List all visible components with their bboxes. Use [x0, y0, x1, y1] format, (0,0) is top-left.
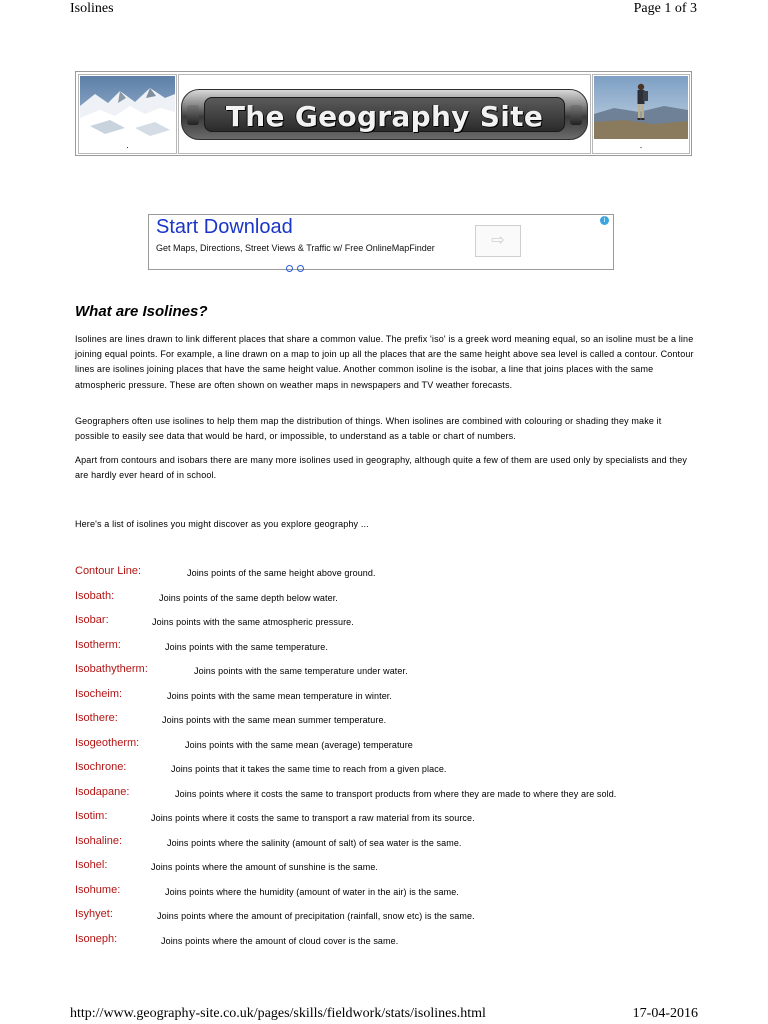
print-header: [0, 0, 768, 20]
list-item: [75, 565, 695, 590]
list-item: [75, 639, 695, 664]
list-item: [75, 590, 695, 615]
list-item: [75, 712, 695, 737]
print-header-page-number: Page 1 of 3: [633, 1, 697, 16]
term-definition: Joins points with the same mean summer temperature.: [162, 715, 387, 725]
list-item: [75, 810, 695, 835]
list-item: [75, 688, 695, 713]
page-url: http://www.geography-site.co.uk/pages/skills/fieldwork/stats/isolines.html: [70, 1006, 486, 1021]
ad-title-link[interactable]: Start Download: [156, 216, 293, 238]
term-label: Isotherm:: [75, 638, 121, 651]
article-paragraph-list-intro: Here's a list of isolines you might discover as you explore geography ...: [75, 519, 369, 529]
site-logo[interactable]: [181, 89, 588, 140]
list-item: [75, 737, 695, 762]
banner-right-cell: [592, 74, 690, 154]
arrow-right-icon: ⇨: [491, 232, 505, 249]
term-definition: Joins points with the same temperature under water.: [194, 666, 408, 676]
term-label: Isohume:: [75, 883, 121, 896]
site-logo-text: The Geography Site: [225, 100, 544, 133]
term-definition: Joins points with the same mean temperature in winter.: [167, 690, 393, 701]
hiker-photo: [594, 76, 688, 139]
term-label: Isohaline:: [75, 834, 123, 847]
site-banner: [75, 71, 692, 156]
term-definition: Joins points where it costs the same to transport products from where they are made to where they are sold.: [175, 788, 617, 799]
term-definition: Joins points where the amount of cloud cover is the same.: [161, 935, 399, 946]
term-label: Isoneph:: [75, 932, 118, 945]
ad-carousel-dots: [286, 259, 308, 267]
term-label: Isotim:: [75, 810, 108, 822]
list-item: [75, 663, 695, 688]
term-label: Isohel:: [75, 859, 108, 871]
term-label: Isothere:: [75, 712, 118, 724]
list-item: [75, 859, 695, 884]
list-item: [75, 761, 695, 786]
carousel-dot-icon[interactable]: [297, 265, 304, 272]
term-label: Isobathytherm:: [75, 663, 148, 675]
article-paragraph: Geographers often use isolines to help them map the distribution of things. When isolines are combined with colouring or shading they make it possible to easily see data that would be hard, or impossible, to understand as a table or chart of numbers.: [75, 416, 662, 442]
term-label: Contour Line:: [75, 565, 142, 577]
term-definition: Joins points where the amount of sunshine is the same.: [151, 862, 379, 872]
logo-left-cap: [187, 105, 199, 125]
list-item: [75, 933, 695, 958]
term-label: Isochrone:: [75, 761, 127, 773]
article-heading: What are Isolines?: [75, 303, 208, 320]
list-item: [75, 908, 695, 933]
print-header-title: Isolines: [70, 1, 114, 16]
term-definition: Joins points that it takes the same time to reach from a given place.: [171, 764, 447, 774]
term-definition: Joins points where the salinity (amount of salt) of sea water is the same.: [167, 837, 462, 848]
banner-right-caption: .: [639, 140, 643, 150]
ad-subtitle[interactable]: Get Maps, Directions, Street Views & Traffic w/ Free OnlineMapFinder: [156, 243, 435, 253]
print-date: 17-04-2016: [632, 1006, 698, 1021]
term-label: Isyhyet:: [75, 908, 113, 920]
ad-info-icon[interactable]: i: [600, 216, 609, 225]
list-item: [75, 884, 695, 909]
term-definition: Joins points where the amount of precipitation (rainfall, snow etc) is the same.: [157, 911, 475, 921]
banner-logo-cell[interactable]: [178, 74, 591, 154]
list-item: [75, 614, 695, 639]
article-paragraph: Isolines are lines drawn to link different places that share a common value. The prefix 'iso' is a greek word meaning equal, so an isoline must be a line joining equal points. For example, a line drawn on a map to join up all the places that are the same height above sea level is called a contour. Contour lines are isolines joining places that have the same height value. Another common isoline is the isobar, a line that joins places with the same atmospheric pressure. These are often shown on weather maps in newspapers and TV weather forecasts.: [75, 334, 694, 390]
term-definition: Joins points of the same height above ground.: [187, 568, 376, 578]
isoline-terms-list: [75, 565, 695, 957]
term-label: Isobath:: [75, 589, 115, 602]
term-definition: Joins points where the humidity (amount of water in the air) is the same.: [165, 886, 459, 897]
ad-arrow-button[interactable]: [475, 225, 521, 257]
term-label: Isocheim:: [75, 687, 123, 700]
logo-right-cap: [570, 105, 582, 125]
term-label: Isobar:: [75, 614, 109, 626]
mountain-snow-photo: [80, 76, 175, 139]
list-item: [75, 786, 695, 811]
logo-plate: [204, 97, 565, 132]
term-label: Isodapane:: [75, 785, 130, 798]
term-definition: Joins points with the same mean (average) temperature: [185, 739, 413, 750]
term-definition: Joins points where it costs the same to transport a raw material from its source.: [151, 813, 475, 823]
advertisement-box[interactable]: [148, 214, 614, 270]
term-definition: Joins points of the same depth below water.: [159, 592, 338, 603]
term-definition: Joins points with the same atmospheric pressure.: [152, 617, 354, 627]
term-label: Isogeotherm:: [75, 736, 140, 749]
carousel-dot-icon[interactable]: [286, 265, 293, 272]
term-definition: Joins points with the same temperature.: [165, 641, 328, 652]
list-item: [75, 835, 695, 860]
article-paragraph: Apart from contours and isobars there are many more isolines used in geography, although quite a few of them are used only by specialists and they are hardly ever heard of in school.: [75, 455, 688, 481]
banner-left-caption: .: [126, 140, 129, 150]
banner-left-cell: [78, 74, 177, 154]
